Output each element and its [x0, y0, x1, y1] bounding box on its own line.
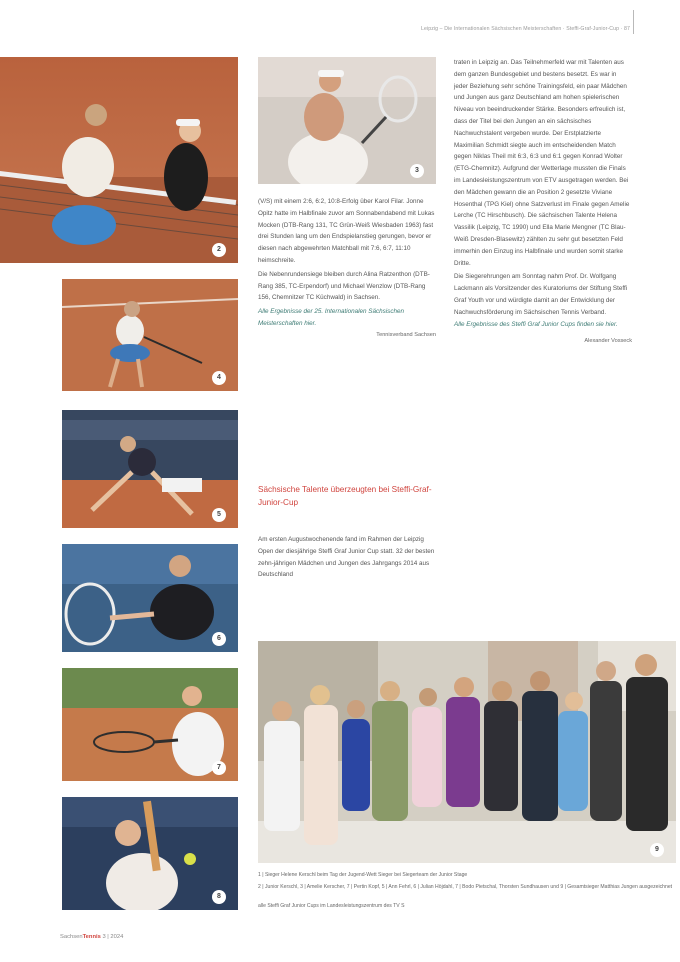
footer-brand: Tennis [82, 934, 101, 940]
net-handshake-illustration [0, 57, 238, 263]
photo-number-badge: 8 [212, 890, 226, 904]
photo-girl-backhand [62, 279, 238, 391]
footer-magazine: Sachsen [60, 934, 83, 940]
paragraph: traten in Leipzig an. Das Teilnehmerfeld war mit Talenten aus dem ganzen Bundesgebiet und bestens besetzt. Es war in jeder Beziehung sehr schöne Trainingsfeld, ein paar Mädchen und Jungen aus ganz Deutschland am hohen spielerischen Niveau von beeindruckender Stärke. Besonders erfreulich ist, dass der Titel bei den Jungen an ein sächsisches Nachwuchstalent vergeben wurde. Der Erstplatzierte Maximilian Schmidt siegte auch im entscheidenden Match gegen Niklas Theil mit 6:3, 6:3 und 6:1 gegen Konrad Wolter (ETG-Chemnitz). Aufgrund der Wetterlage mussten die Finals im Landesleistungszentrum von ETV ausgetragen werden. Bei den Mädchen gewann die an Position 2 gesetzte Viviane Hosenthal (TPG Kiel) ohne Satzverlust im Finale gegen Amelie Lerche (TC Hirschbusch). Die sächsischen Talente Helena Vassilik (Leipzig, TC 1990) und Ella Marie Mengner (TC Blau-Weiß Dresden-Blasewitz) zählten zu sehr gut besetzten Feld immerhin den Einzug ins Halbfinale und wurden somit starke Dritte. [454, 59, 630, 267]
photo-number-badge: 9 [650, 843, 664, 857]
page-footer [60, 934, 123, 940]
section-subheading: Sächsische Talente überzeugten bei Steffi-Graf-Junior-Cup [258, 485, 432, 507]
photo-net-handshake [0, 57, 238, 263]
photo-boy-racket [62, 668, 238, 781]
photo-group-ceremony [258, 641, 676, 863]
paragraph: Am ersten Augustwochenende fand im Rahmen der Leipzig Open der diesjährige Steffi Graf Junior Cup statt. 32 der besten zehn-jährigen Mädchen und Jungen des Jahrgangs 2014 aus Deutschland [258, 536, 435, 579]
photo-girl-ball [62, 797, 238, 910]
group-ceremony-illustration [258, 641, 676, 863]
paragraph: (V/S) mit einem 2:6, 6:2, 10:8-Erfolg über Karol Filar. Jonne Opitz hatte im Halbfinale zuvor am Sonnabendabend mit Lukas Mocken (DTB-Rang 131, TC Grün-Weiß Wiesbaden 1963) fast drei Stunden lang um den Endspielanstieg gerungen, bevor er diesen nach abgewehrten Matchball mit 7:6, 6:7, 11:10 heimschreite. [258, 198, 435, 264]
article-column-right [454, 57, 632, 348]
photo-caption: alle Steffi Graf Junior Cups im Landesleistungszentrum des TV S [258, 903, 405, 909]
photo-caption: 1 | Sieger Helene Kerschl beim Tag der Jugend-Wett Sieger bei Siegerteam der Junior Stage [258, 872, 468, 878]
photo-caption: 2 | Junior Kerschl, 3 | Amelie Kerscher, 7 | Pertin Kopf, 5 | Ann Fehrl, 6 | Julian Höjdahl, 7 | Bodo Pietschal, Thorsten Sundhausen und 9 | Gesamtsieger Matthias Jungen ausgezeichnet [258, 884, 673, 890]
results-link[interactable]: Alle Ergebnisse der 25. Internationalen Sächsischen Meisterschaften hier. [258, 308, 404, 327]
running-header: Leipzig – Die Internationalen Sächsischen Meisterschaften · Steffi-Graf-Junior-Cup · 87 [421, 26, 630, 32]
girl-ball-illustration [62, 797, 238, 910]
article-column-middle-lower [258, 534, 436, 581]
photo-number-badge: 5 [212, 508, 226, 522]
author-signature: Tennisverband Sachsen [376, 331, 436, 338]
player-lunge-illustration [62, 410, 238, 528]
photo-number-badge: 2 [212, 243, 226, 257]
photo-number-badge: 6 [212, 632, 226, 646]
paragraph: Die Siegerehrungen am Sonntag nahm Prof. Dr. Wolfgang Lackmann als Vorsitzender des Kuratoriums der Stiftung Steffi Graf Youth vor und würdigte damit an der Entwicklung der Nachwuchsförderung im Sächsischen Tennis Verband. [454, 273, 628, 316]
boy-racket-illustration [62, 668, 238, 781]
photo-number-badge: 3 [410, 164, 424, 178]
article-column-middle [258, 196, 436, 342]
photo-player-lunge [62, 410, 238, 528]
forehand-illustration [258, 57, 436, 184]
photo-number-badge: 7 [212, 761, 226, 775]
author-signature: Alexander Vosseck [584, 338, 632, 345]
results-link[interactable]: Alle Ergebnisse des Steffi Graf Junior Cups finden sie hier. [454, 320, 618, 328]
photo-boy-forehand [62, 544, 238, 652]
footer-issue: 3 | 2024 [102, 934, 124, 940]
photo-woman-forehand [258, 57, 436, 184]
header-divider [633, 10, 634, 34]
paragraph: Die Nebenrundensiege bleiben durch Alina Ratzenthon (DTB-Rang 385, TC-Erpendorf) und Michael Wenzlow (DTB-Rang 156, Chemnitzer TC Küchwald) in Sachsen. [258, 270, 430, 302]
photo-number-badge: 4 [212, 371, 226, 385]
